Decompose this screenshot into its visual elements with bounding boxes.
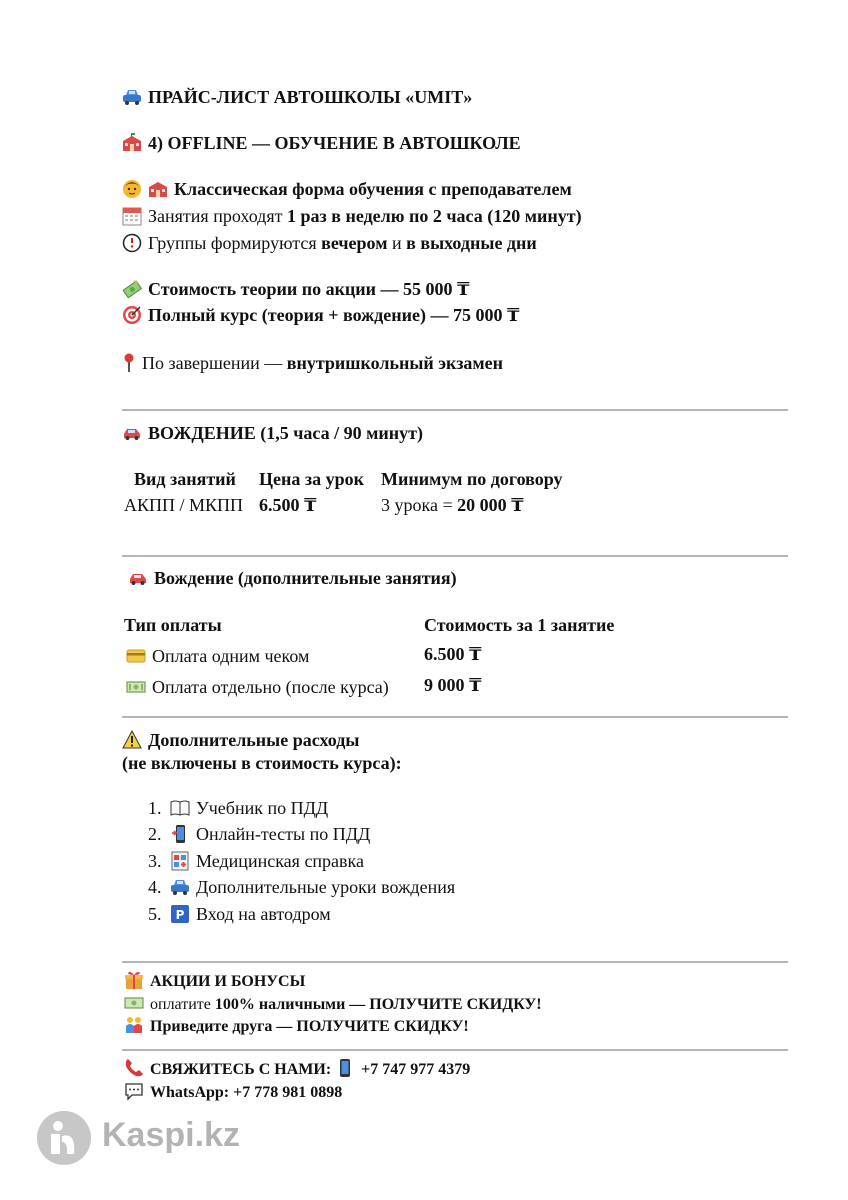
expenses-subheading: (не включены в стоимость курса): (122, 753, 402, 773)
list-item: 3. Медицинская справка (148, 851, 365, 871)
driving-row-minimum: 3 урока = 20 000 ₸ (381, 495, 524, 515)
friends-icon (124, 1015, 144, 1035)
extra-driving-heading: Вождение (дополнительные занятия) (128, 567, 457, 589)
exam-line: По завершении — внутришкольный экзамен (122, 352, 503, 374)
list-item: 1. Учебник по ПДД (148, 798, 329, 818)
car-icon (122, 423, 142, 443)
pin-icon (122, 353, 136, 373)
extra-header-payment: Тип оплаты (124, 615, 222, 635)
speech-bubble-icon (124, 1081, 144, 1101)
payment-row: Оплата отдельно (после курса) (126, 676, 389, 698)
banknote-icon (124, 993, 144, 1013)
whatsapp-line: WhatsApp: +7 778 981 0898 (124, 1081, 342, 1104)
contacts-line: СВЯЖИТЕСЬ С НАМИ: +7 747 977 4379 (124, 1058, 470, 1081)
payment-row-price: 9 000 ₸ (424, 675, 482, 695)
teacher-icon (122, 179, 142, 199)
money-icon (122, 279, 142, 299)
classic-heading: Классическая форма обучения с преподавателем (122, 178, 572, 200)
divider (122, 716, 788, 718)
payment-row: Оплата одним чеком (126, 645, 309, 667)
divider (122, 555, 788, 557)
medical-icon (170, 851, 190, 871)
groups-line: Группы формируются вечером и в выходные дни (122, 232, 537, 254)
page-title: ПРАЙС-ЛИСТ АВТОШКОЛЫ «UMIT» (122, 86, 472, 108)
svg-text:P: P (175, 908, 185, 922)
clock-icon (122, 233, 142, 253)
driving-heading: ВОЖДЕНИЕ (1,5 часа / 90 минут) (122, 422, 423, 444)
target-icon (122, 305, 142, 325)
credit-card-icon (126, 646, 146, 666)
driving-header-type: Вид занятий (134, 469, 236, 489)
driving-row-type: АКПП / МКПП (124, 495, 244, 515)
telephone-icon (124, 1058, 144, 1078)
car-icon (170, 877, 190, 897)
car-icon (128, 568, 148, 588)
banknote-icon (126, 677, 146, 697)
section-offline-heading: 4) OFFLINE — ОБУЧЕНИЕ В АВТОШКОЛЕ (122, 132, 521, 154)
kaspi-watermark-text: Kaspi.kz (102, 1116, 240, 1154)
driving-header-price: Цена за урок (259, 469, 364, 489)
list-item: 4. Дополнительные уроки вождения (148, 877, 456, 897)
divider (122, 961, 788, 963)
theory-price: Стоимость теории по акции — 55 000 ₸ (122, 278, 470, 300)
divider (122, 1049, 788, 1051)
book-icon (170, 798, 190, 818)
list-item: 5. P Вход на автодром (148, 904, 331, 924)
list-item: 2. Онлайн-тесты по ПДД (148, 824, 371, 844)
schedule-line: Занятия проходят 1 раз в неделю по 2 часа (120 минут) (122, 205, 582, 227)
gift-icon (124, 970, 144, 990)
driving-row-price: 6.500 ₸ (259, 495, 317, 515)
promo-heading: АКЦИИ И БОНУСЫ (124, 970, 305, 993)
divider (122, 409, 788, 411)
calendar-icon (122, 206, 142, 226)
driving-header-minimum: Минимум по договору (381, 469, 563, 489)
kaspi-logo-icon (36, 1110, 92, 1166)
phone-icon (335, 1058, 355, 1078)
school-icon (148, 179, 168, 199)
expenses-heading: Дополнительные расходы (122, 729, 359, 751)
payment-row-price: 6.500 ₸ (424, 644, 482, 664)
warning-icon (122, 730, 142, 750)
car-icon (122, 87, 142, 107)
school-icon (122, 133, 142, 153)
parking-icon (170, 904, 190, 924)
full-course-price: Полный курс (теория + вождение) — 75 000 ₸ (122, 304, 520, 326)
promo-friend-line: Приведите друга — ПОЛУЧИТЕ СКИДКУ! (124, 1015, 469, 1038)
promo-cash-line: оплатите 100% наличными — ПОЛУЧИТЕ СКИДКУ! (124, 993, 542, 1016)
phone-icon (170, 824, 190, 844)
extra-header-cost: Стоимость за 1 занятие (424, 615, 615, 635)
